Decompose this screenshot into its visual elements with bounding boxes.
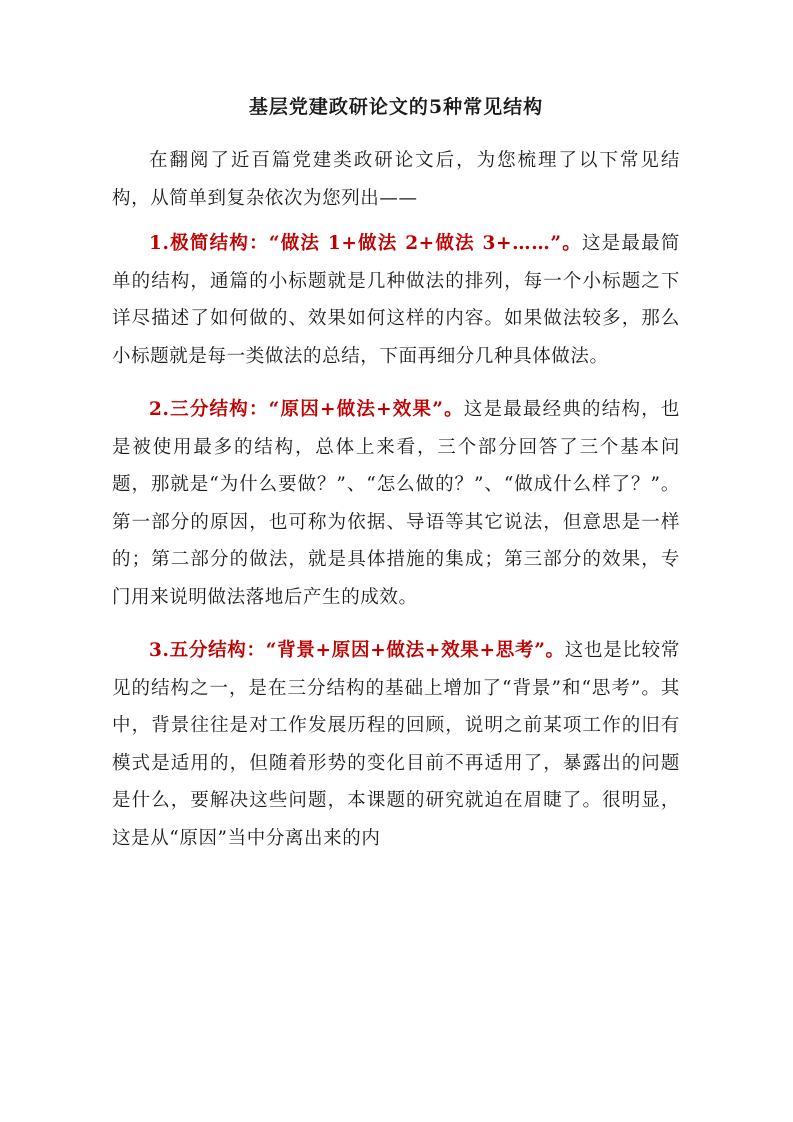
section-1-heading: 1.极简结构：“做法 1+做法 2+做法 3+……”。: [149, 233, 582, 254]
section-1-body: 这是最最简单的结构，通篇的小标题就是几种做法的排列，每一个小标题之下详尽描述了如何做的、效果如何这样的内容。如果做法较多，那么小标题就是每一类做法的总结，下面再细分几种具体做法。: [112, 233, 680, 367]
section-1-paragraph: [112, 225, 680, 375]
intro-paragraph: 在翻阅了近百篇党建类政研论文后，为您梳理了以下常见结构，从简单到复杂依次为您列出——: [112, 150, 680, 209]
document-page: [112, 92, 680, 873]
document-title: 基层党建政研论文的5种常见结构: [248, 96, 544, 118]
section-2-heading: 2.三分结构：“原因+做法+效果”。: [149, 399, 464, 420]
section-3-paragraph: [112, 632, 680, 857]
section-3-body: 这也是比较常见的结构之一，是在三分结构的基础上增加了“背景”和“思考”。其中，背景往往是对工作发展历程的回顾，说明之前某项工作的旧有模式是适用的，但随着形势的变化目前不再适用了，暴露出的问题是什么，要解决这些问题，本课题的研究就迫在眉睫了。很明显，这是从“原因”当中分离出来的内: [112, 640, 680, 849]
section-2-body: 这是最最经典的结构，也是被使用最多的结构，总体上来看，三个部分回答了三个基本问题，那就是“为什么要做？”、“怎么做的？”、“做成什么样了？”。第一部分的原因，也可称为依据、导语等其它说法，但意思是一样的；第二部分的做法，就是具体措施的集成；第三部分的效果，专门用来说明做法落地后产生的成效。: [112, 399, 680, 608]
section-2-paragraph: [112, 391, 680, 616]
section-3-heading: 3.五分结构：“背景+原因+做法+效果+思考”。: [149, 640, 565, 661]
